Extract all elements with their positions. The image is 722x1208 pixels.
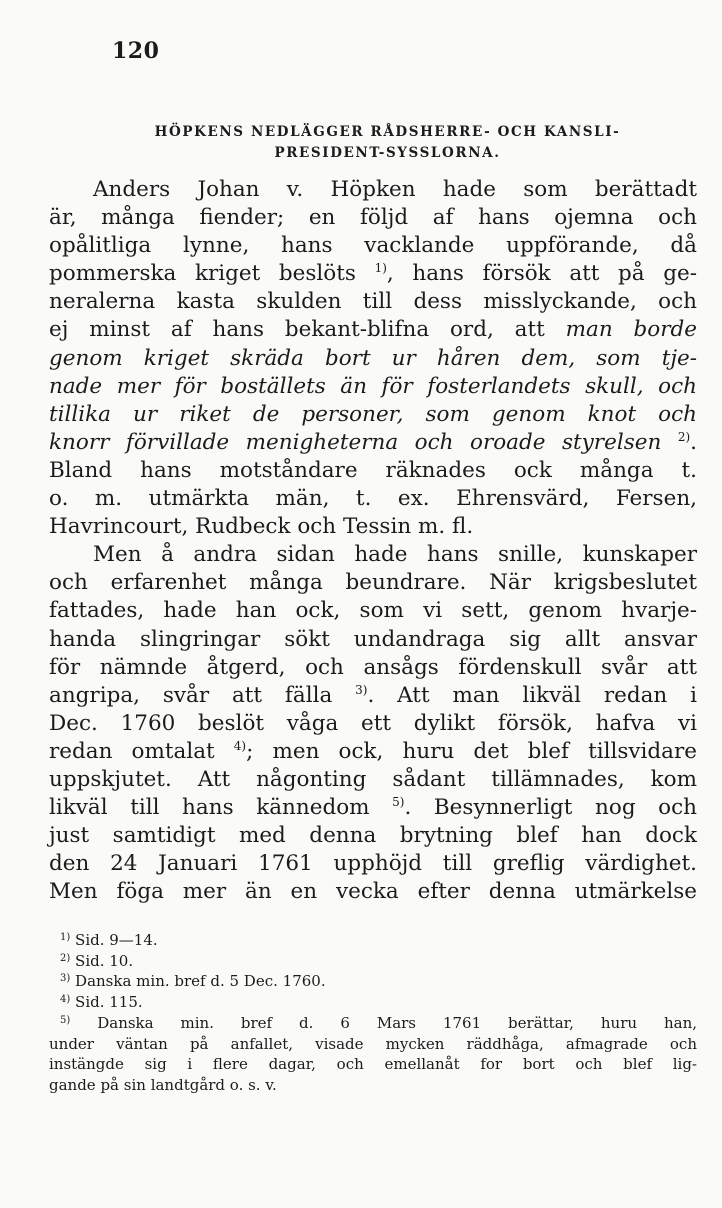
footnote: $^{3)}$ Danska min. bref d. 5 Dec. 1760. [60,972,326,991]
body-line: handa slingringar sökt undandraga sig allt ansvar [49,626,697,652]
body-line: just samtidigt med denna brytning blef han dock [49,823,697,849]
body-line: ej minst af hans bekant-blifna ord, att man borde [49,317,698,343]
body-text [49,176,697,906]
body-line: fattades, hade han ock, som vi sett, genom hvarje- [49,598,697,624]
body-line: genom kriget skräda bort ur håren dem, som tje- [49,345,697,371]
body-line: Men å andra sidan hade hans snille, kunskaper [93,542,697,568]
footnote: $^{4)}$ Sid. 115. [60,993,143,1012]
page-number: 120 [112,38,160,64]
heading-line-2: PRESIDENT-SYSSLORNA. [274,145,501,161]
body-line: o. m. utmärkta män, t. ex. Ehrensvärd, Fersen, [49,486,697,512]
body-line: den 24 Januari 1761 upphöjd till greflig värdighet. [49,851,697,877]
body-line: neralerna kasta skulden till dess misslyckande, och [49,289,697,315]
footnote: $^{5)}$ Danska min. bref d. 6 Mars 1761 berättar, huru han, [60,1013,697,1032]
body-line: opålitliga lynne, hans vacklande uppförande, då [49,233,697,259]
body-line: likväl till hans kännedom $^{5)}$. Besynnerligt nog och [49,795,697,821]
footnote-continuation: under väntan på anfallet, visade mycken räddhåga, afmagrade och [49,1034,697,1053]
body-line: Men föga mer än en vecka efter denna utmärkelse [49,879,697,905]
heading-line-1: HÖPKENS NEDLÄGGER RÅDSHERRE- OCH KANSLI- [154,124,621,140]
body-line: Havrincourt, Rudbeck och Tessin m. fl. [49,514,474,540]
body-line: uppskjutet. Att någonting sådant tillämnades, kom [49,766,697,792]
body-line: Anders Johan v. Höpken hade som berättadt [93,177,697,202]
emphasis: man borde [565,317,698,343]
footnote: $^{2)}$ Sid. 10. [60,951,134,970]
footnote-ref: 2) [677,429,691,444]
footnote-continuation: instängde sig i flere dagar, och emellanåt for bort och blef lig- [49,1055,697,1074]
body-line: knorr förvillade menigheterna och oroade styrelsen $^{2)}$. [49,429,697,455]
footnote-ref: 4) [233,738,247,753]
footnote-ref: 5) [392,795,405,810]
body-line: Bland hans motståndare räknades ock många t. [49,457,697,483]
body-line: angripa, svår att fälla $^{3)}$. Att man likväl redan i [49,682,697,708]
footnote-ref: 1) [374,261,387,276]
body-line: för nämnde åtgerd, och ansågs fördenskull svår att [49,654,697,680]
footnotes [49,930,697,1096]
body-line: nade mer för boställets än för fosterlandets skull, och [49,373,697,399]
body-line: Dec. 1760 beslöt våga ett dylikt försök, hafva vi [49,710,697,736]
body-line: pommerska kriget beslöts $^{1)}$, hans försök att på ge- [49,261,697,287]
footnote-ref: 3) [355,682,368,697]
footnote: $^{1)}$ Sid. 9—14. [60,931,158,949]
body-line: tillika ur riket de personer, som genom knot och [49,401,697,427]
body-line: är, många fiender; en följd af hans ojemna och [49,205,697,231]
body-line: redan omtalat $^{4)}$; men ock, huru det blef tillsvidare [49,738,698,764]
body-line: och erfarenhet många beundrare. När krigsbeslutet [49,570,697,596]
chapter-heading [95,122,680,164]
footnote-continuation: gande på sin landtgård o. s. v. [49,1075,277,1094]
